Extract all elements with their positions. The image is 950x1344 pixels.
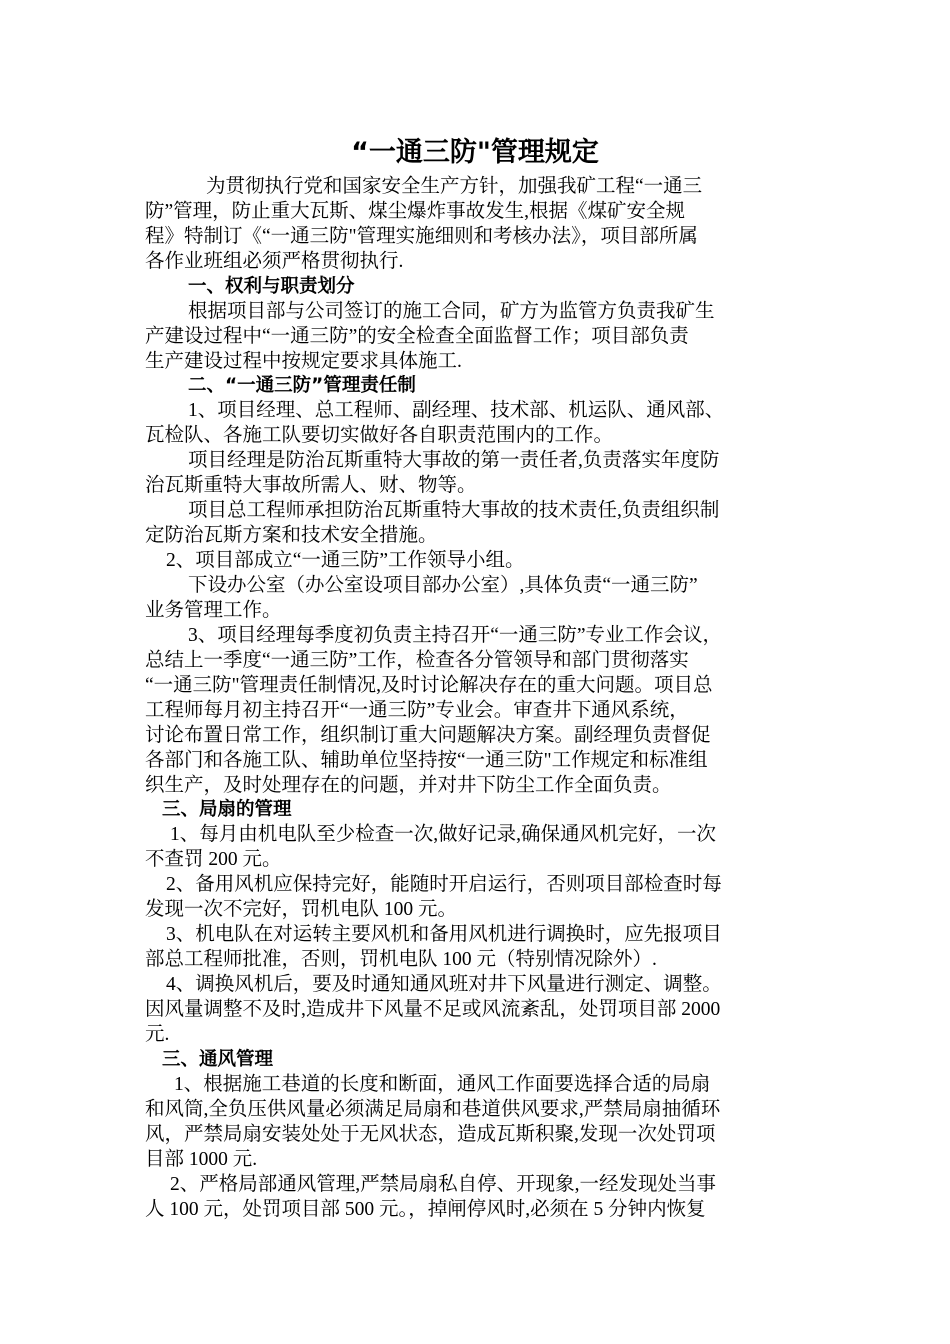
paragraph-line: 总结上一季度“一通三防”工作，检查各分管领导和部门贯彻落实: [145, 650, 689, 671]
paragraph-line: 2、备用风机应保持完好，能随时开启运行，否则项目部检查时每: [166, 874, 722, 895]
paragraph-line: 根据项目部与公司签订的施工合同，矿方为监管方负责我矿生: [188, 301, 715, 322]
paragraph-line: 人 100 元，处罚项目部 500 元。，掉闸停风时,必须在 5 分钟内恢复: [145, 1199, 706, 1220]
paragraph-line: 瓦检队、各施工队要切实做好各自职责范围内的工作。: [145, 425, 614, 446]
paragraph-line: 定防治瓦斯方案和技术安全措施。: [145, 525, 438, 546]
paragraph-line: 3、机电队在对运转主要风机和备用风机进行调换时，应先报项目: [166, 924, 722, 945]
paragraph-line: 1、项目经理、总工程师、副经理、技术部、机运队、通风部、: [188, 400, 725, 421]
paragraph-line: 生产建设过程中按规定要求具体施工.: [145, 351, 462, 372]
paragraph-line: 和风筒,全负压供风量必须满足局扇和巷道供风要求,严禁局扇抽循环: [145, 1099, 721, 1120]
paragraph-line: “一通三防"管理责任制情况,及时讨论解决存在的重大问题。项目总: [145, 675, 713, 696]
section-heading: 二、“一通三防”管理责任制: [188, 375, 416, 396]
paragraph-line: 治瓦斯重特大事故所需人、财、物等。: [145, 475, 477, 496]
section-heading: 三、局扇的管理: [162, 799, 292, 820]
intro-line: 程》特制订《“一通三防"管理实施细则和考核办法》，项目部所属: [145, 226, 698, 247]
paragraph-line: 工程师每月初主持召开“一通三防”专业会。审查井下通风系统，: [145, 700, 689, 721]
intro-line: 各作业班组必须严格贯彻执行.: [145, 251, 404, 272]
section-heading: 一、权利与职责划分: [188, 276, 355, 297]
paragraph-line: 3、项目经理每季度初负责主持召开“一通三防”专业工作会议，: [188, 625, 723, 646]
paragraph-line: 各部门和各施工队、辅助单位坚持按“一通三防"工作规定和标准组: [145, 750, 708, 771]
paragraph-line: 发现一次不完好，罚机电队 100 元。: [145, 899, 458, 920]
paragraph-line: 下设办公室（办公室设项目部办公室）,具体负责“一通三防”: [188, 575, 698, 596]
paragraph-line: 元.: [145, 1024, 170, 1045]
paragraph-line: 4、调换风机后，要及时通知通风班对井下风量进行测定、调整。: [166, 974, 722, 995]
section-heading: 三、通风管理: [162, 1049, 274, 1070]
paragraph-line: 因风量调整不及时,造成井下风量不足或风流紊乱，处罚项目部 2000: [145, 999, 721, 1020]
paragraph-line: 2、项目部成立“一通三防”工作领导小组。: [166, 550, 525, 571]
paragraph-line: 项目经理是防治瓦斯重特大事故的第一责任者,负责落实年度防: [188, 450, 720, 471]
paragraph-line: 2、严格局部通风管理,严禁局扇私自停、开现象,一经发现处当事: [170, 1174, 717, 1195]
paragraph-line: 1、每月由机电队至少检查一次,做好记录,确保通风机完好，一次: [170, 824, 717, 845]
paragraph-line: 1、根据施工巷道的长度和断面，通风工作面要选择合适的局扇: [174, 1074, 711, 1095]
intro-line: 为贯彻执行党和国家安全生产方针，加强我矿工程“一通三: [206, 176, 703, 197]
paragraph-line: 讨论布置日常工作，组织制订重大问题解决方案。副经理负责督促: [145, 725, 711, 746]
paragraph-line: 不查罚 200 元。: [145, 849, 282, 870]
paragraph-line: 项目总工程师承担防治瓦斯重特大事故的技术责任,负责组织制: [188, 500, 720, 521]
paragraph-line: 织生产，及时处理存在的问题，并对井下防尘工作全面负责。: [145, 775, 672, 796]
paragraph-line: 目部 1000 元.: [145, 1149, 258, 1170]
page-title: “一通三防"管理规定: [351, 137, 599, 168]
paragraph-line: 风，严禁局扇安装处处于无风状态，造成瓦斯积聚,发现一次处罚项: [145, 1124, 716, 1145]
paragraph-line: 部总工程师批准，否则，罚机电队 100 元（特别情况除外）.: [145, 949, 657, 970]
paragraph-line: 业务管理工作。: [145, 600, 282, 621]
paragraph-line: 产建设过程中“一通三防”的安全检查全面监督工作；项目部负责: [145, 326, 689, 347]
intro-line: 防”管理，防止重大瓦斯、煤尘爆炸事故发生,根据《煤矿安全规: [145, 201, 686, 222]
